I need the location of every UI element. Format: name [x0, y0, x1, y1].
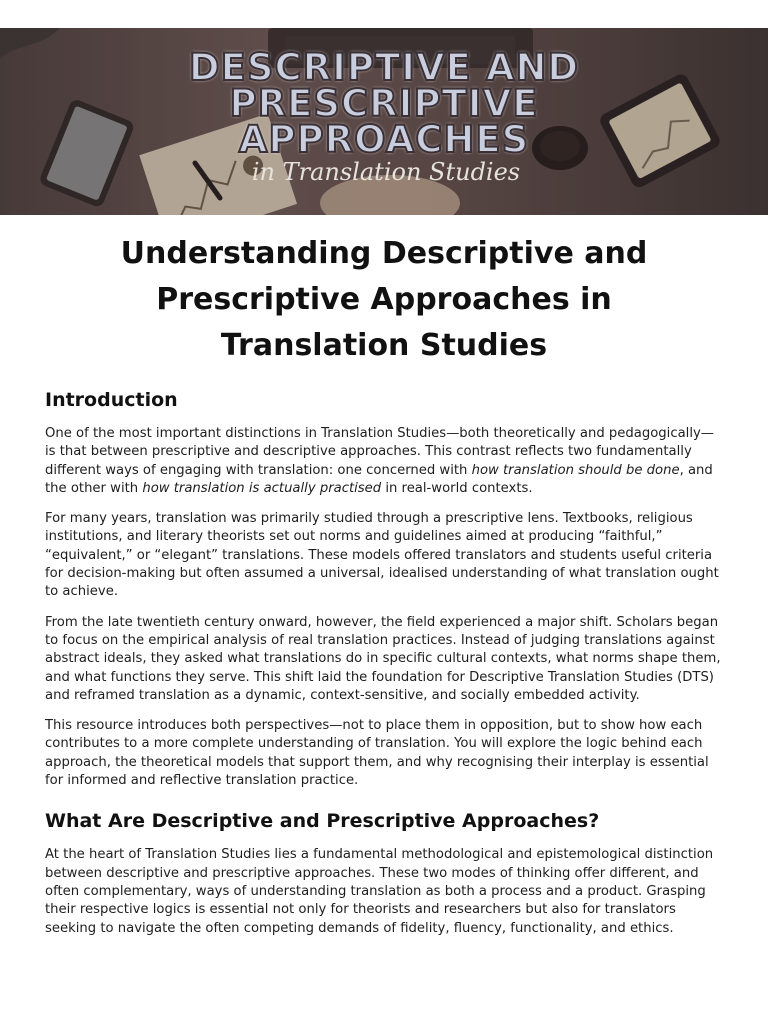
- intro-p1-text-b: , and the other with: [45, 462, 713, 496]
- top-margin: [0, 0, 768, 28]
- approaches-paragraph-1: At the heart of Translation Studies lies a fundamental methodological and epistemological distinction between descriptive and prescriptive approaches. These two modes of thinking offer different, and often complementary, ways of understanding translation as both a process and a product. Grasping their respective logics is essential not only for theorists and researchers but also for translators seeking to navigate the often competing demands of fidelity, fluency, functionality, and ethics.: [45, 847, 714, 936]
- section-heading-introduction: Introduction: [45, 389, 178, 411]
- banner-title-line-2: PRESCRIPTIVE: [229, 82, 539, 125]
- intro-paragraph-1: [45, 425, 723, 498]
- banner-title-line-1: DESCRIPTIVE AND: [188, 46, 580, 89]
- page-title-line-2: Prescriptive Approaches in: [156, 282, 612, 317]
- intro-paragraph-2: For many years, translation was primarily studied through a prescriptive lens. Textbooks, religious institutions, and literary theorists set out norms and guidelines aimed at producing “faithful,” “equivalent,” or “elegant” translations. These models offered translators and students useful criteria for decision-making but often assumed a universal, idealised understanding of what translation ought to achieve.: [45, 511, 719, 600]
- header-banner: [0, 28, 768, 215]
- intro-p1-emphasis-2: how translation is actually practised: [142, 480, 382, 496]
- banner-subtitle: in Translation Studies: [251, 158, 521, 186]
- page-title: [40, 231, 728, 369]
- intro-p1-text-a: One of the most important distinctions in Translation Studies—both theoretically and pedagogically—is that between prescriptive and descriptive approaches. This contrast reflects two fundamentally different ways of engaging with translation: one concerned with: [45, 426, 714, 478]
- intro-paragraph-3: From the late twentieth century onward, however, the field experienced a major shift. Scholars began to focus on the empirical analysis of real translation practices. Instead of judging translations against abstract ideals, they asked what translations do in specific cultural contexts, what norms shape them, and what functions they serve. This shift laid the foundation for Descriptive Translation Studies (DTS) and reframed translation as a dynamic, context-sensitive, and socially embedded activity.: [45, 614, 721, 703]
- intro-paragraph-4: This resource introduces both perspectives—not to place them in opposition, but to show how each contributes to a more complete understanding of translation. You will explore the logic behind each approach, the theoretical models that support them, and why recognising their interplay is essential for informed and reflective translation practice.: [45, 718, 709, 789]
- section-heading-approaches: What Are Descriptive and Prescriptive Approaches?: [45, 810, 600, 833]
- intro-p1-text-c: in real-world contexts.: [381, 480, 533, 496]
- intro-p1-emphasis-1: how translation should be done: [471, 462, 680, 478]
- banner-title: [0, 46, 768, 186]
- banner-title-line-3: APPROACHES: [238, 118, 530, 161]
- page-title-line-3: Translation Studies: [220, 328, 548, 363]
- page-title-line-1: Understanding Descriptive and: [120, 236, 648, 271]
- document-body: [0, 389, 768, 938]
